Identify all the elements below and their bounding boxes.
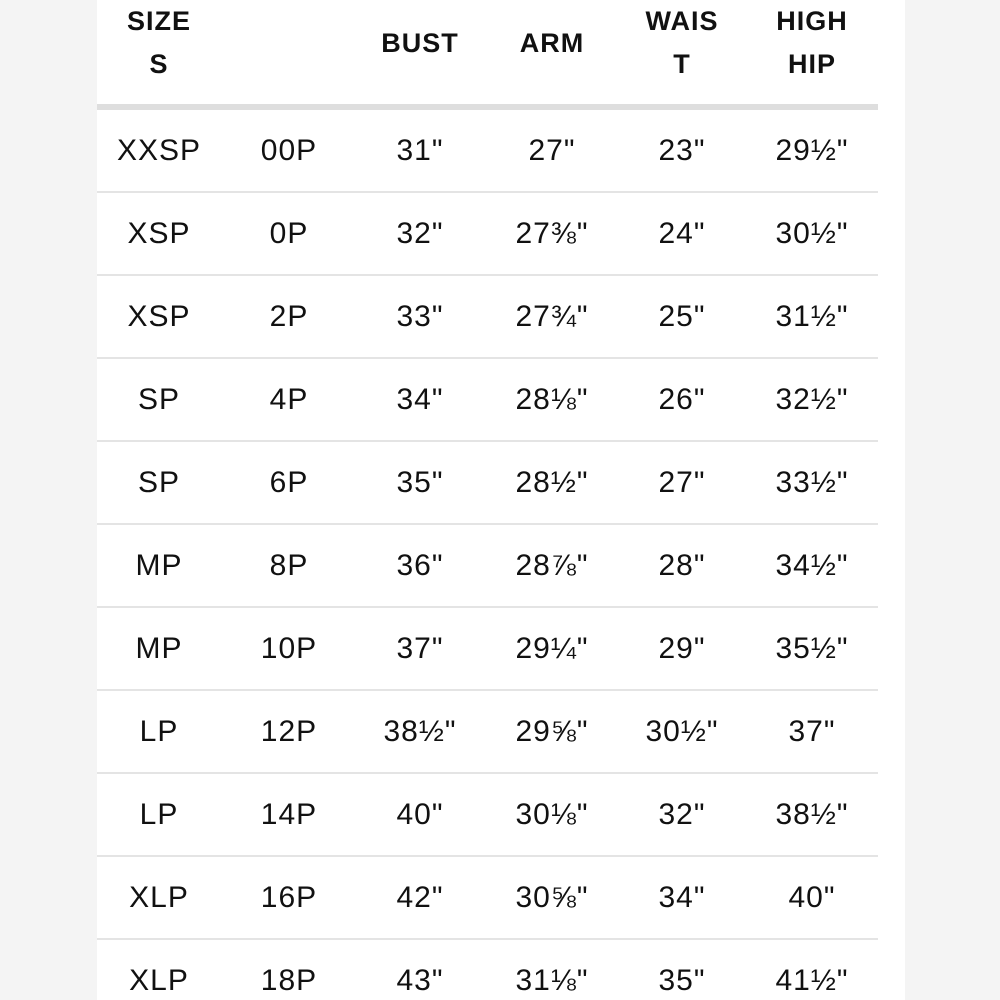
- cell-size-number: 0P: [269, 217, 309, 250]
- cell-size-letter: XSP: [127, 217, 191, 250]
- header-waist: WAIS T: [645, 6, 719, 79]
- cell-waist: 30½": [645, 715, 719, 748]
- cell-high-hip: 40": [788, 881, 836, 914]
- cell-bust: 31": [396, 134, 444, 167]
- cell-size-letter: LP: [139, 798, 179, 831]
- cell-bust: 40": [396, 798, 444, 831]
- table-row: [97, 608, 878, 691]
- cell-arm: 30⅝": [515, 881, 589, 914]
- table-row: [97, 193, 878, 276]
- cell-waist: 24": [658, 217, 706, 250]
- cell-size-number: 4P: [269, 383, 309, 416]
- cell-size-number: 00P: [260, 134, 318, 167]
- cell-size-letter: XSP: [127, 300, 191, 333]
- cell-bust: 34": [396, 383, 444, 416]
- cell-waist: 34": [658, 881, 706, 914]
- cell-arm: 27⅜": [515, 217, 589, 250]
- cell-waist: 29": [658, 632, 706, 665]
- table-header-row: [97, 0, 905, 104]
- cell-arm: 28⅛": [515, 383, 589, 416]
- cell-size-letter: SP: [137, 466, 181, 499]
- cell-size-letter: XLP: [129, 964, 189, 997]
- cell-bust: 37": [396, 632, 444, 665]
- cell-waist: 32": [658, 798, 706, 831]
- cell-size-number: 12P: [260, 715, 318, 748]
- cell-bust: 32": [396, 217, 444, 250]
- cell-size-number: 6P: [269, 466, 309, 499]
- table-row: [97, 442, 878, 525]
- table-row: [97, 691, 878, 774]
- cell-waist: 35": [658, 964, 706, 997]
- table-row: [97, 940, 878, 1000]
- cell-size-letter: SP: [137, 383, 181, 416]
- size-chart-table: [97, 0, 905, 1000]
- cell-arm: 29⅝": [515, 715, 589, 748]
- cell-size-letter: MP: [135, 549, 183, 582]
- header-high-hip: HIGH HIP: [776, 6, 848, 79]
- cell-arm: 27¾": [515, 300, 589, 333]
- cell-waist: 25": [658, 300, 706, 333]
- cell-waist: 26": [658, 383, 706, 416]
- cell-waist: 27": [658, 466, 706, 499]
- cell-size-number: 2P: [269, 300, 309, 333]
- cell-high-hip: 37": [788, 715, 836, 748]
- cell-arm: 28½": [515, 466, 589, 499]
- cell-arm: 28⅞": [515, 549, 589, 582]
- cell-size-number: 8P: [269, 549, 309, 582]
- table-row: [97, 276, 878, 359]
- table-row: [97, 359, 878, 442]
- cell-size-letter: XXSP: [116, 134, 202, 167]
- header-sizes: SIZE S: [126, 6, 191, 79]
- table-row: [97, 857, 878, 940]
- cell-bust: 36": [396, 549, 444, 582]
- cell-high-hip: 38½": [775, 798, 849, 831]
- cell-size-number: 10P: [260, 632, 318, 665]
- cell-bust: 35": [396, 466, 444, 499]
- cell-high-hip: 34½": [775, 549, 849, 582]
- cell-size-number: 18P: [260, 964, 318, 997]
- cell-size-letter: XLP: [129, 881, 189, 914]
- cell-arm: 29¼": [515, 632, 589, 665]
- table-row: [97, 525, 878, 608]
- cell-bust: 38½": [383, 715, 457, 748]
- header-numeric-size: [237, 0, 341, 104]
- cell-high-hip: 32½": [775, 383, 849, 416]
- cell-high-hip: 41½": [775, 964, 849, 997]
- cell-waist: 23": [658, 134, 706, 167]
- cell-high-hip: 33½": [775, 466, 849, 499]
- cell-size-number: 14P: [260, 798, 318, 831]
- cell-high-hip: 30½": [775, 217, 849, 250]
- header-bust: BUST: [381, 28, 459, 58]
- cell-arm: 27": [528, 134, 576, 167]
- header-arm: ARM: [519, 28, 585, 58]
- cell-high-hip: 35½": [775, 632, 849, 665]
- cell-bust: 42": [396, 881, 444, 914]
- cell-size-letter: MP: [135, 632, 183, 665]
- cell-waist: 28": [658, 549, 706, 582]
- table-row: [97, 774, 878, 857]
- cell-arm: 30⅛": [515, 798, 589, 831]
- cell-high-hip: 31½": [775, 300, 849, 333]
- cell-arm: 31⅛": [515, 964, 589, 997]
- cell-size-letter: LP: [139, 715, 179, 748]
- table-row: [97, 110, 878, 193]
- cell-size-number: 16P: [260, 881, 318, 914]
- cell-bust: 33": [396, 300, 444, 333]
- cell-bust: 43": [396, 964, 444, 997]
- cell-high-hip: 29½": [775, 134, 849, 167]
